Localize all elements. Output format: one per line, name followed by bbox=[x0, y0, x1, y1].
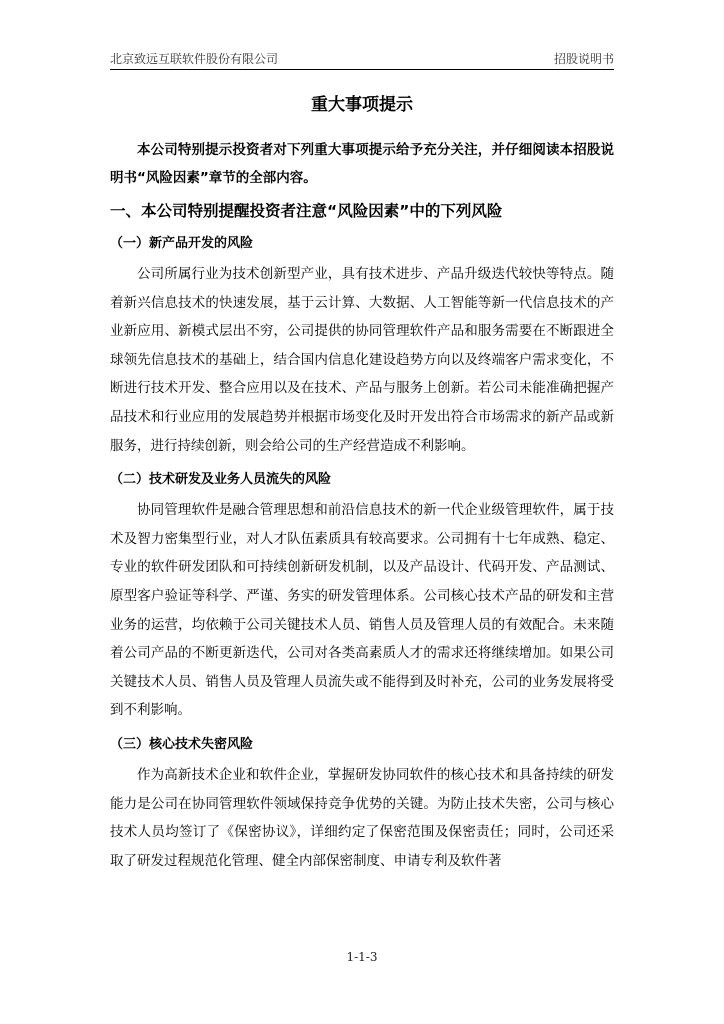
subsection-heading-new-product: （一）新产品开发的风险 bbox=[110, 236, 254, 251]
header-divider bbox=[110, 69, 614, 70]
header-company-name: 北京致远互联软件股份有限公司 bbox=[110, 52, 279, 66]
paragraph-staff-loss-risk: 协同管理软件是融合管理思想和前沿信息技术的新一代企业级管理软件，属于技术及智力密集型行业，对人才队伍素质具有较高要求。公司拥有十七年成熟、稳定、专业的软件研发团队和可持续创新研发机制，以及产品设计、代码开发、产品测试、原型客户验证等科学、严谨、务实的研发管理体系。公司核心技术产品的研发和主营业务的运营，均依赖于公司关键技术人员、销售人员及管理人员的有效配合。未来随着公司产品的不断更新迭代，公司对各类高素质人才的需求还将继续增加。如果公司关键技术人员、销售人员及管理人员流失或不能得到及时补充，公司的业务发展将受到不利影响。 bbox=[110, 502, 614, 719]
paragraph-new-product-risk: 公司所属行业为技术创新型产业，具有技术进步、产品升级迭代较快等特点。随着新兴信息技术的快速发展，基于云计算、大数据、人工智能等新一代信息技术的产业新应用、新模式层出不穷，公司提供的协同管理软件产品和服务需要在不断跟进全球领先信息技术的基础上，结合国内信息化建设趋势方向以及终端客户需求变化，不断进行技术开发、整合应用以及在技术、产品与服务上创新。若公司未能准确把握产品技术和行业应用的发展趋势并根据市场变化及时开发出符合市场需求的新产品或新服务，进行持续创新，则会给公司的生产经营造成不利影响。 bbox=[110, 266, 614, 454]
page-title: 重大事项提示 bbox=[311, 95, 413, 115]
page-body bbox=[110, 92, 614, 875]
section-heading-risks: 一、本公司特别提醒投资者注意“风险因素”中的下列风险 bbox=[110, 202, 503, 220]
subsection-heading-tech-leak: （三）核心技术失密风险 bbox=[110, 736, 254, 752]
intro-paragraph: 本公司特别提示投资者对下列重大事项提示给予充分关注，并仔细阅读本招股说明书“风险因素”章节的全部内容。 bbox=[110, 142, 614, 186]
subsection-heading-staff-loss: （二）技术研发及业务人员流失的风险 bbox=[110, 472, 332, 488]
header-document-type: 招股说明书 bbox=[553, 52, 614, 66]
page-header bbox=[110, 50, 614, 68]
paragraph-tech-leak-risk: 作为高新技术企业和软件企业，掌握研发协同软件的核心技术和具备持续的研发能力是公司在协同管理软件领域保持竞争优势的关键。为防止技术失密，公司与核心技术人员均签订了《保密协议》，详细约定了保密范围及保密责任；同时，公司还采取了研发过程规范化管理、健全内部保密制度、申请专利及软件著 bbox=[110, 766, 614, 869]
page-number: 1-1-3 bbox=[346, 950, 378, 964]
